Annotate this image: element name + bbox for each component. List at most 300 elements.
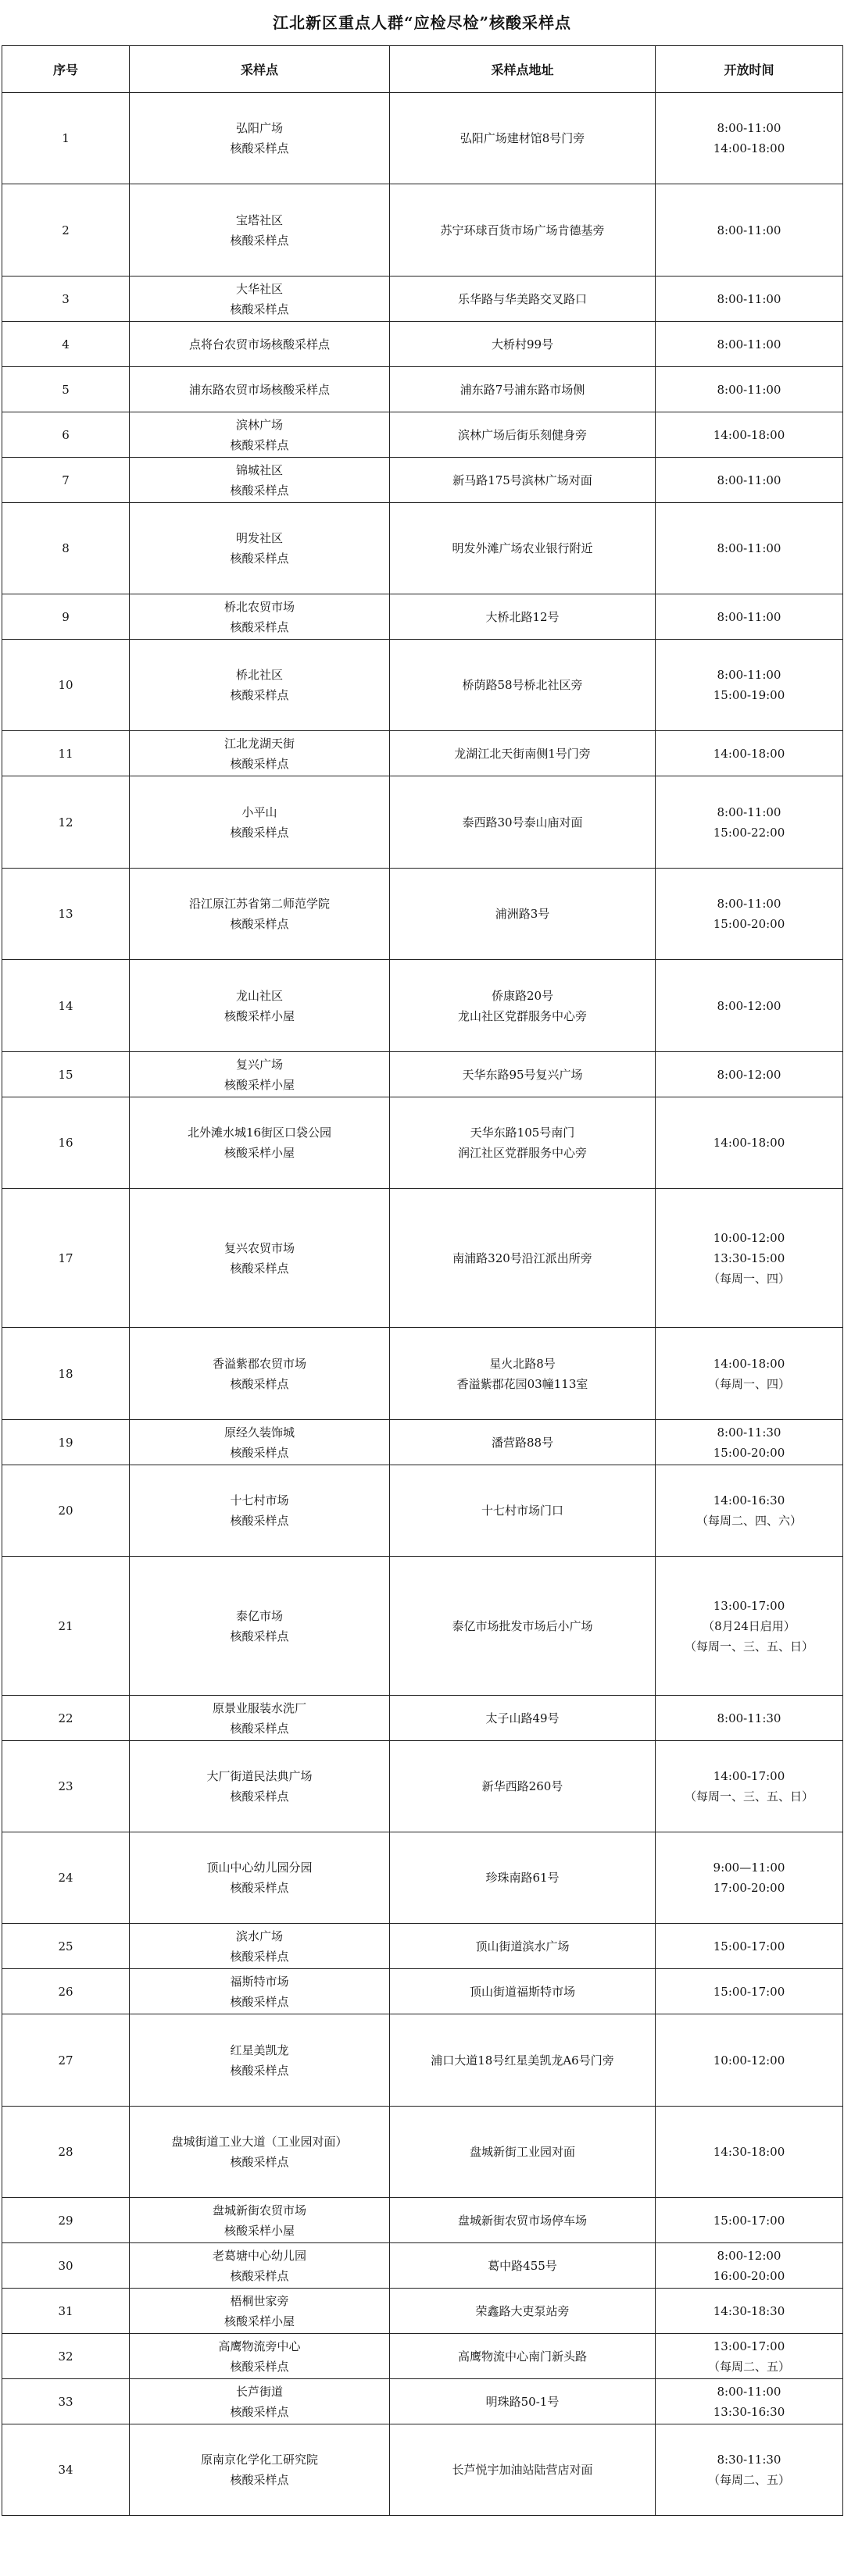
cell-site-line: 复兴农贸市场 xyxy=(224,1240,295,1255)
cell-address xyxy=(390,412,656,458)
cell-no: 1 xyxy=(2,93,130,184)
table-row xyxy=(2,2289,843,2334)
cell-hours-line: 8:00-11:00 xyxy=(717,2384,781,2399)
cell-hours xyxy=(656,1832,843,1924)
cell-hours xyxy=(656,277,843,322)
cell-site xyxy=(130,1420,390,1465)
table-row xyxy=(2,731,843,776)
cell-site-line: 顶山中心幼儿园分园 xyxy=(206,1861,313,1875)
cell-no: 20 xyxy=(2,1465,130,1557)
cell-address-line: 大桥北路12号 xyxy=(485,609,560,624)
cell-address-line: 香溢紫郡花园03幢113室 xyxy=(456,1376,588,1391)
cell-address-line: 滨林广场后街乐刻健身旁 xyxy=(457,427,587,442)
cell-site-line: 核酸采样点 xyxy=(230,1949,289,1964)
cell-site-line: 核酸采样点 xyxy=(230,2155,289,2169)
cell-hours-line: 14:30-18:00 xyxy=(713,2145,785,2159)
cell-hours xyxy=(656,1465,843,1557)
cell-address xyxy=(390,184,656,277)
cell-hours xyxy=(656,2424,843,2516)
table-row xyxy=(2,2198,843,2243)
cell-site-line: 核酸采样点 xyxy=(230,1261,289,1276)
cell-hours-line: 8:00-11:00 xyxy=(717,291,781,306)
cell-site-line: 核酸采样点 xyxy=(230,2404,289,2419)
cell-site-line: 老葛塘中心幼儿园 xyxy=(212,2248,306,2263)
cell-hours-line: 8:00-11:00 xyxy=(717,805,781,819)
cell-site-line: 锦城社区 xyxy=(235,462,283,477)
cell-hours-line: 15:00-17:00 xyxy=(713,1984,785,1999)
cell-hours xyxy=(656,93,843,184)
cell-hours-line: 10:00-12:00 xyxy=(713,2053,785,2068)
cell-site-line: 点将台农贸市场核酸采样点 xyxy=(188,337,330,351)
cell-address xyxy=(390,2379,656,2424)
table-row xyxy=(2,322,843,367)
cell-no: 26 xyxy=(2,1969,130,2014)
cell-no: 30 xyxy=(2,2243,130,2289)
cell-address xyxy=(390,2107,656,2198)
cell-address xyxy=(390,1465,656,1557)
cell-address-line: 盘城新街工业园对面 xyxy=(469,2145,575,2159)
cell-address-line: 珍珠南路61号 xyxy=(485,1871,560,1885)
table-row xyxy=(2,960,843,1052)
cell-hours-line: （8月24日启用） xyxy=(703,1618,796,1633)
cell-site-line: 核酸采样点 xyxy=(230,1445,289,1460)
cell-address-line: 太子山路49号 xyxy=(485,1711,560,1725)
cell-no: 10 xyxy=(2,640,130,731)
cell-site xyxy=(130,869,390,960)
cell-hours-line: （每周二、四、六） xyxy=(696,1514,802,1528)
cell-site-line: 复兴广场 xyxy=(235,1057,283,1072)
table-row xyxy=(2,503,843,594)
cell-no: 5 xyxy=(2,367,130,412)
cell-address xyxy=(390,1832,656,1924)
cell-hours xyxy=(656,1557,843,1696)
cell-no: 25 xyxy=(2,1924,130,1969)
cell-no: 34 xyxy=(2,2424,130,2516)
cell-no: 33 xyxy=(2,2379,130,2424)
table-row xyxy=(2,1696,843,1741)
cell-hours-line: 15:00-20:00 xyxy=(713,917,785,931)
cell-address-line: 泰西路30号泰山庙对面 xyxy=(462,815,583,830)
table-row xyxy=(2,2334,843,2379)
cell-site-line: 核酸采样点 xyxy=(230,2063,289,2078)
cell-address xyxy=(390,1328,656,1420)
cell-address xyxy=(390,1189,656,1328)
table-row xyxy=(2,277,843,322)
cell-site-line: 核酸采样点 xyxy=(230,1994,289,2009)
cell-hours xyxy=(656,2379,843,2424)
cell-hours xyxy=(656,594,843,640)
cell-hours-line: 14:00-18:00 xyxy=(713,1136,785,1150)
cell-site-line: 福斯特市场 xyxy=(230,1974,289,1989)
cell-address-line: 苏宁环球百货市场广场肯德基旁 xyxy=(440,223,605,237)
cell-hours-line: 14:00-18:00 xyxy=(713,427,785,442)
cell-hours xyxy=(656,367,843,412)
cell-hours xyxy=(656,1420,843,1465)
cell-site-line: 原经久装饰城 xyxy=(224,1425,295,1440)
cell-hours xyxy=(656,184,843,277)
table-row xyxy=(2,1052,843,1097)
table-header-row xyxy=(2,46,843,93)
cell-no: 14 xyxy=(2,960,130,1052)
cell-hours-line: 15:00-19:00 xyxy=(713,688,785,702)
cell-hours-line: 8:00-11:00 xyxy=(717,609,781,624)
cell-address-line: 天华东路105号南门 xyxy=(470,1126,575,1140)
cell-address-line: 润江社区党群服务中心旁 xyxy=(457,1146,587,1160)
table-row xyxy=(2,594,843,640)
cell-hours-line: 14:00-18:00 xyxy=(713,746,785,761)
cell-hours xyxy=(656,2107,843,2198)
cell-address-line: 明发外滩广场农业银行附近 xyxy=(452,541,593,555)
cell-hours-line: 13:30-15:00 xyxy=(713,1251,785,1265)
cell-address-line: 天华东路95号复兴广场 xyxy=(462,1067,583,1082)
cell-address-line: 龙山社区党群服务中心旁 xyxy=(457,1008,587,1023)
table-row xyxy=(2,367,843,412)
cell-site xyxy=(130,2289,390,2334)
cell-site xyxy=(130,93,390,184)
cell-site-line: 梧桐世家旁 xyxy=(230,2293,289,2308)
cell-site-line: 盘城街道工业大道（工业园对面） xyxy=(171,2135,348,2149)
cell-site xyxy=(130,1189,390,1328)
cell-site xyxy=(130,1969,390,2014)
table-row xyxy=(2,1969,843,2014)
cell-no: 18 xyxy=(2,1328,130,1420)
cell-no: 29 xyxy=(2,2198,130,2243)
cell-site xyxy=(130,1052,390,1097)
cell-hours xyxy=(656,412,843,458)
cell-address xyxy=(390,458,656,503)
cell-site xyxy=(130,277,390,322)
cell-site-line: 小平山 xyxy=(241,805,277,819)
cell-address-line: 浦洲路3号 xyxy=(495,907,550,921)
cell-address xyxy=(390,2289,656,2334)
cell-site-line: 核酸采样小屋 xyxy=(224,1077,295,1092)
cell-site xyxy=(130,594,390,640)
cell-site-line: 核酸采样小屋 xyxy=(224,1008,295,1023)
cell-address-line: 新华西路260号 xyxy=(481,1779,563,1793)
cell-hours-line: （每周二、五） xyxy=(707,2473,790,2487)
cell-address-line: 南浦路320号沿江派出所旁 xyxy=(452,1251,592,1265)
cell-site xyxy=(130,2107,390,2198)
cell-site-line: 原景业服装水洗厂 xyxy=(212,1700,306,1715)
cell-hours xyxy=(656,1924,843,1969)
cell-site-line: 泰亿市场 xyxy=(235,1608,283,1623)
cell-address-line: 新马路175号滨林广场对面 xyxy=(452,473,592,487)
cell-site xyxy=(130,1557,390,1696)
cell-site xyxy=(130,731,390,776)
cell-address xyxy=(390,2424,656,2516)
cell-address-line: 葛中路455号 xyxy=(488,2258,557,2273)
cell-address xyxy=(390,2243,656,2289)
cell-no: 22 xyxy=(2,1696,130,1741)
cell-site-line: 核酸采样点 xyxy=(230,619,289,634)
cell-site xyxy=(130,2424,390,2516)
cell-address-line: 高鹰物流中心南门新头路 xyxy=(457,2349,587,2364)
cell-site-line: 核酸采样点 xyxy=(230,233,289,248)
cell-address xyxy=(390,277,656,322)
cell-site-line: 核酸采样点 xyxy=(230,2268,289,2283)
cell-hours xyxy=(656,2243,843,2289)
table-row xyxy=(2,184,843,277)
cell-address xyxy=(390,2014,656,2107)
cell-hours-line: （每周二、五） xyxy=(707,2359,790,2374)
cell-address-line: 十七村市场门口 xyxy=(481,1504,563,1518)
cell-site xyxy=(130,367,390,412)
cell-address xyxy=(390,503,656,594)
cell-site-line: 长芦街道 xyxy=(235,2384,283,2399)
cell-site xyxy=(130,322,390,367)
cell-hours-line: 8:00-11:00 xyxy=(717,382,781,397)
cell-address xyxy=(390,1696,656,1741)
cell-address-line: 桥荫路58号桥北社区旁 xyxy=(462,678,583,692)
cell-hours-line: （每周一、三、五、日） xyxy=(684,1639,814,1654)
cell-address xyxy=(390,2334,656,2379)
cell-hours xyxy=(656,2014,843,2107)
cell-address xyxy=(390,1924,656,1969)
cell-site-line: 盘城新街农贸市场 xyxy=(212,2203,306,2217)
cell-hours xyxy=(656,503,843,594)
cell-site-line: 明发社区 xyxy=(235,531,283,545)
cell-address-line: 潘营路88号 xyxy=(491,1435,554,1450)
cell-address-line: 明珠路50-1号 xyxy=(485,2394,560,2409)
table-row xyxy=(2,2107,843,2198)
cell-hours-line: 17:00-20:00 xyxy=(713,1881,785,1895)
cell-hours-line: 8:00-11:00 xyxy=(717,223,781,237)
cell-hours xyxy=(656,1741,843,1832)
cell-hours-line: 8:00-12:00 xyxy=(717,1067,781,1082)
cell-hours xyxy=(656,960,843,1052)
cell-site-line: 滨林广场 xyxy=(235,417,283,432)
cell-site-line: 核酸采样点 xyxy=(230,756,289,771)
table-row xyxy=(2,1189,843,1328)
cell-address xyxy=(390,1969,656,2014)
cell-address-line: 弘阳广场建材馆8号门旁 xyxy=(460,131,585,145)
cell-address xyxy=(390,594,656,640)
cell-site xyxy=(130,1328,390,1420)
cell-hours xyxy=(656,2334,843,2379)
cell-hours-line: 8:00-11:00 xyxy=(717,337,781,351)
cell-site xyxy=(130,1465,390,1557)
sampling-sites-table xyxy=(2,45,843,2516)
cell-address xyxy=(390,367,656,412)
cell-site-line: 核酸采样点 xyxy=(230,483,289,498)
cell-site-line: 核酸采样点 xyxy=(230,1376,289,1391)
table-body xyxy=(2,93,843,2516)
header-address: 采样点地址 xyxy=(390,46,656,93)
cell-site-line: 香溢紫郡农贸市场 xyxy=(212,1356,306,1371)
cell-site xyxy=(130,1696,390,1741)
cell-site-line: 核酸采样小屋 xyxy=(224,1146,295,1160)
cell-site xyxy=(130,2379,390,2424)
cell-site xyxy=(130,2198,390,2243)
table-row xyxy=(2,1328,843,1420)
cell-no: 23 xyxy=(2,1741,130,1832)
cell-hours xyxy=(656,2289,843,2334)
cell-hours-line: 14:30-18:30 xyxy=(713,2303,785,2318)
cell-address xyxy=(390,1097,656,1189)
table-row xyxy=(2,1557,843,1696)
cell-site-line: 大厂街道民法典广场 xyxy=(206,1769,313,1783)
cell-hours-line: 9:00—11:00 xyxy=(713,1861,785,1875)
cell-address-line: 浦东路7号浦东路市场侧 xyxy=(460,382,585,397)
cell-site xyxy=(130,1097,390,1189)
cell-hours xyxy=(656,1328,843,1420)
cell-site-line: 宝塔社区 xyxy=(235,212,283,227)
cell-hours-line: 15:00-17:00 xyxy=(713,2213,785,2228)
cell-address xyxy=(390,93,656,184)
cell-hours-line: 8:30-11:30 xyxy=(717,2453,781,2467)
cell-no: 8 xyxy=(2,503,130,594)
cell-address-line: 顶山街道福斯特市场 xyxy=(469,1984,575,1999)
cell-address xyxy=(390,1557,656,1696)
cell-hours xyxy=(656,869,843,960)
cell-site-line: 核酸采样点 xyxy=(230,1514,289,1528)
cell-address-line: 星火北路8号 xyxy=(489,1356,556,1371)
table-row xyxy=(2,776,843,869)
cell-address-line: 顶山街道滨水广场 xyxy=(475,1939,570,1953)
cell-site xyxy=(130,2014,390,2107)
cell-no: 15 xyxy=(2,1052,130,1097)
cell-site xyxy=(130,1741,390,1832)
header-hours: 开放时间 xyxy=(656,46,843,93)
cell-address-line: 龙湖江北天街南侧1号门旁 xyxy=(454,746,591,761)
cell-hours-line: 8:00-11:00 xyxy=(717,668,781,682)
cell-hours xyxy=(656,1052,843,1097)
cell-address xyxy=(390,960,656,1052)
cell-site xyxy=(130,960,390,1052)
cell-hours-line: 14:00-18:00 xyxy=(713,141,785,155)
table-row xyxy=(2,2379,843,2424)
cell-no: 24 xyxy=(2,1832,130,1924)
cell-address xyxy=(390,322,656,367)
cell-site-line: 核酸采样小屋 xyxy=(224,2223,295,2238)
cell-site-line: 红星美凯龙 xyxy=(230,2043,289,2057)
cell-address-line: 浦口大道18号红星美凯龙A6号门旁 xyxy=(431,2053,614,2068)
cell-hours-line: 13:30-16:30 xyxy=(713,2404,785,2419)
cell-site xyxy=(130,412,390,458)
cell-address-line: 长芦悦宇加油站陆营店对面 xyxy=(452,2463,593,2477)
cell-hours-line: 8:00-11:30 xyxy=(717,1425,781,1440)
cell-address-line: 侨康路20号 xyxy=(491,988,554,1003)
cell-hours-line: 8:00-12:00 xyxy=(717,2248,781,2263)
cell-site xyxy=(130,503,390,594)
cell-address xyxy=(390,640,656,731)
cell-hours xyxy=(656,2198,843,2243)
cell-hours-line: 15:00-22:00 xyxy=(713,825,785,840)
table-row xyxy=(2,412,843,458)
page-title: 江北新区重点人群“应检尽检”核酸采样点 xyxy=(272,13,571,32)
cell-site xyxy=(130,776,390,869)
cell-no: 31 xyxy=(2,2289,130,2334)
table-row xyxy=(2,869,843,960)
cell-site-line: 龙山社区 xyxy=(235,988,283,1003)
table-row xyxy=(2,1420,843,1465)
cell-site-line: 核酸采样点 xyxy=(230,1881,289,1895)
cell-no: 17 xyxy=(2,1189,130,1328)
cell-address xyxy=(390,869,656,960)
cell-hours xyxy=(656,458,843,503)
cell-hours xyxy=(656,776,843,869)
cell-no: 16 xyxy=(2,1097,130,1189)
cell-hours-line: 16:00-20:00 xyxy=(713,2268,785,2283)
cell-hours-line: 15:00-20:00 xyxy=(713,1445,785,1460)
cell-hours xyxy=(656,1189,843,1328)
cell-address xyxy=(390,1741,656,1832)
cell-site-line: 江北龙湖天街 xyxy=(224,736,295,751)
cell-no: 7 xyxy=(2,458,130,503)
cell-hours-line: 15:00-17:00 xyxy=(713,1939,785,1953)
cell-site-line: 桥北社区 xyxy=(235,668,283,682)
cell-no: 32 xyxy=(2,2334,130,2379)
cell-site-line: 十七村市场 xyxy=(230,1493,289,1507)
cell-site-line: 核酸采样点 xyxy=(230,1721,289,1736)
cell-hours-line: 13:00-17:00 xyxy=(713,1598,785,1613)
cell-site xyxy=(130,184,390,277)
cell-address-line: 荣鑫路大吏泵站旁 xyxy=(475,2303,570,2318)
table-row xyxy=(2,640,843,731)
cell-hours-line: （每周一、三、五、日） xyxy=(684,1789,814,1804)
cell-site-line: 浦东路农贸市场核酸采样点 xyxy=(188,382,330,397)
cell-hours-line: 14:00-18:00 xyxy=(713,1356,785,1371)
cell-hours-line: 8:00-11:00 xyxy=(717,897,781,911)
cell-no: 13 xyxy=(2,869,130,960)
cell-hours-line: 8:00-11:00 xyxy=(717,121,781,135)
table-row xyxy=(2,1832,843,1924)
cell-site-line: 原南京化学化工研究院 xyxy=(200,2453,318,2467)
cell-address xyxy=(390,2198,656,2243)
cell-hours-line: （每周一、四） xyxy=(707,1376,790,1391)
cell-site-line: 核酸采样点 xyxy=(230,2473,289,2487)
cell-address-line: 泰亿市场批发市场后小广场 xyxy=(452,1618,593,1633)
cell-address-line: 盘城新街农贸市场停车场 xyxy=(457,2213,587,2228)
table-row xyxy=(2,93,843,184)
cell-site-line: 核酸采样点 xyxy=(230,825,289,840)
table-row xyxy=(2,2014,843,2107)
cell-site-line: 滨水广场 xyxy=(235,1928,283,1943)
cell-site-line: 核酸采样点 xyxy=(230,437,289,452)
cell-site-line: 核酸采样点 xyxy=(230,1789,289,1804)
header-no: 序号 xyxy=(2,46,130,93)
cell-no: 3 xyxy=(2,277,130,322)
cell-site-line: 沿江原江苏省第二师范学院 xyxy=(188,897,330,911)
table-row xyxy=(2,1924,843,1969)
table-row xyxy=(2,458,843,503)
cell-address xyxy=(390,1420,656,1465)
cell-site-line: 弘阳广场 xyxy=(235,121,283,135)
cell-hours-line: 8:00-11:00 xyxy=(717,473,781,487)
cell-no: 12 xyxy=(2,776,130,869)
cell-hours xyxy=(656,731,843,776)
cell-address xyxy=(390,776,656,869)
cell-no: 19 xyxy=(2,1420,130,1465)
cell-hours-line: （每周一、四） xyxy=(707,1271,790,1286)
cell-hours xyxy=(656,640,843,731)
cell-hours-line: 14:00-17:00 xyxy=(713,1769,785,1783)
cell-site xyxy=(130,640,390,731)
cell-address-line: 大桥村99号 xyxy=(491,337,554,351)
cell-hours-line: 8:00-12:00 xyxy=(717,998,781,1013)
cell-address xyxy=(390,731,656,776)
cell-no: 9 xyxy=(2,594,130,640)
cell-hours-line: 8:00-11:30 xyxy=(717,1711,781,1725)
cell-address xyxy=(390,1052,656,1097)
cell-hours-line: 10:00-12:00 xyxy=(713,1230,785,1245)
cell-site xyxy=(130,1924,390,1969)
cell-hours xyxy=(656,1696,843,1741)
cell-hours-line: 8:00-11:00 xyxy=(717,541,781,555)
cell-site-line: 核酸采样点 xyxy=(230,688,289,702)
table-row xyxy=(2,1465,843,1557)
header-site: 采样点 xyxy=(130,46,390,93)
